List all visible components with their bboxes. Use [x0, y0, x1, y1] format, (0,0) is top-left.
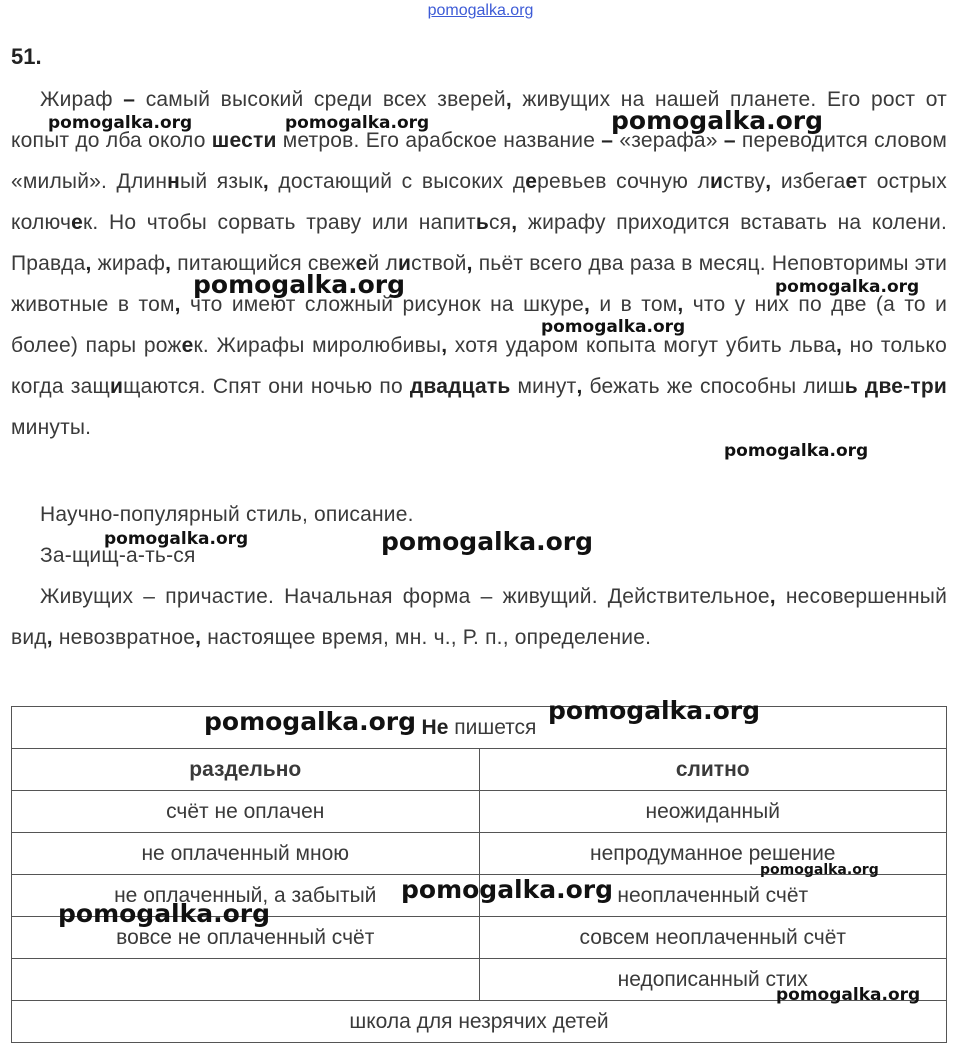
table-cell-left [12, 959, 480, 1001]
task-number: 51. [11, 44, 42, 69]
text-fragment [858, 375, 865, 398]
bold-fragment: , [505, 88, 512, 111]
text-fragment: настоящее время, мн. ч., Р. п., определение. [201, 626, 652, 649]
text-fragment: «зерафа» [613, 129, 724, 152]
bold-fragment: – [723, 129, 736, 152]
watermark: pomogalka.org [775, 277, 920, 297]
text-fragment: самый высокий среди всех зверей [135, 88, 506, 111]
bold-fragment: шести [211, 129, 277, 152]
column-header-separate: раздельно [12, 749, 480, 791]
bold-fragment: , [576, 375, 583, 398]
bold-fragment: , [195, 626, 202, 649]
bold-fragment: , [441, 334, 448, 357]
watermark: pomogalka.org [285, 113, 430, 133]
text-fragment: пьёт всего два раза в месяц. Неповторимы эти животные в том [11, 252, 947, 316]
watermark: pomogalka.org [193, 270, 406, 299]
table-title [12, 707, 947, 749]
text-fragment: невозвратное [52, 626, 196, 649]
watermark: pomogalka.org [204, 707, 417, 736]
text-fragment: живущих на нашей планете. Его рост от копыт до лба около [11, 88, 948, 152]
bold-fragment: двадцать [409, 375, 511, 398]
watermark: pomogalka.org [58, 899, 271, 928]
watermark: pomogalka.org [776, 985, 921, 1005]
text-fragment: питающийся свеж [171, 252, 356, 275]
text-fragment: минуты. [11, 416, 92, 439]
text-fragment: т острых колюч [11, 170, 947, 234]
text-fragment: несовершенный вид [11, 585, 948, 649]
morpheme-line: За-щищ-а-ть-ся [40, 544, 196, 567]
watermark: pomogalka.org [611, 106, 824, 135]
text-fragment: к. Но чтобы сорвать траву или напит [83, 211, 476, 234]
watermark: pomogalka.org [48, 113, 193, 133]
bold-fragment: , [466, 252, 473, 275]
text-fragment: Жираф [40, 88, 124, 111]
bold-fragment: две-три [864, 375, 947, 398]
text-fragment: ревьев сочную л [537, 170, 711, 193]
text-fragment: Живущих – причастие. Начальная форма – живущий. Действительное [40, 585, 770, 608]
text-fragment: ствой [411, 252, 467, 275]
bold-fragment: е [71, 211, 84, 234]
table-cell-left: не оплаченный мною [12, 833, 480, 875]
site-link[interactable]: pomogalka.org [427, 2, 534, 19]
bold-fragment: , [262, 170, 269, 193]
bold-fragment: н [167, 170, 181, 193]
text-fragment: метров. Его арабское название [276, 129, 602, 152]
bold-fragment: , [584, 293, 591, 316]
watermark: pomogalka.org [724, 441, 869, 461]
text-fragment: й л [367, 252, 398, 275]
text-fragment: жираф [91, 252, 166, 275]
style-line: Научно-популярный стиль, описание. [40, 503, 414, 526]
watermark: pomogalka.org [541, 317, 686, 337]
text-fragment: переводится словом «милый». Длин [11, 129, 947, 193]
bold-fragment: , [677, 293, 684, 316]
text-fragment: ству [723, 170, 766, 193]
text-fragment: хотя ударом копыта могут убить льва [447, 334, 837, 357]
text-fragment: что у них по две (а то и более) пары рож [11, 293, 948, 357]
bold-fragment: ь [844, 375, 858, 398]
bold-fragment: , [769, 585, 776, 608]
table-cell-right: недописанный стих [479, 959, 947, 1001]
watermark: pomogalka.org [401, 875, 614, 904]
text-fragment: избега [771, 170, 846, 193]
table-cell-left: счёт не оплачен [12, 791, 480, 833]
text-fragment: ся [488, 211, 512, 234]
bold-fragment: е [525, 170, 538, 193]
text-fragment: бежать же способны лиш [582, 375, 845, 398]
watermark: pomogalka.org [548, 696, 761, 725]
text-fragment: минут [510, 375, 577, 398]
bold-fragment: и [710, 170, 724, 193]
table-cell-right: неоплаченный счёт [479, 875, 947, 917]
bold-fragment: , [511, 211, 518, 234]
table-cell-right: совсем неоплаченный счёт [479, 917, 947, 959]
table-cell-right: неожиданный [479, 791, 947, 833]
bold-fragment: и [109, 375, 124, 398]
table-title-bold: Не [421, 715, 449, 739]
bold-fragment: , [765, 170, 772, 193]
bold-fragment: е [181, 334, 194, 357]
table-cell-right: непродуманное решение [479, 833, 947, 875]
bold-fragment: ь [475, 211, 489, 234]
bold-fragment: е [355, 252, 368, 275]
text-fragment: что имеют сложный рисунок на шкуре [180, 293, 585, 316]
text-fragment: к. Жирафы миролюбивы [193, 334, 442, 357]
table-footer: школа для незрячих детей [12, 1001, 947, 1043]
column-header-joined: слитно [479, 749, 947, 791]
bold-fragment: , [85, 252, 92, 275]
text-fragment: щаются. Спят они ночью по [123, 375, 410, 398]
table-row [12, 791, 947, 833]
table-footer-row [12, 1001, 947, 1043]
bold-fragment: – [123, 88, 136, 111]
table-title-rest: пишется [448, 715, 537, 739]
table-cell-left: вовсе не оплаченный счёт [12, 917, 480, 959]
bold-fragment: е [845, 170, 858, 193]
text-fragment: ый язык [180, 170, 263, 193]
watermark: pomogalka.org [104, 529, 249, 549]
bold-fragment: и [398, 252, 412, 275]
bold-fragment: – [601, 129, 614, 152]
watermark: pomogalka.org [760, 862, 879, 878]
text-fragment: но только когда защ [11, 334, 948, 398]
text-fragment: достающий с высоких д [268, 170, 526, 193]
bold-fragment: , [165, 252, 172, 275]
participle-analysis [11, 576, 947, 658]
bold-fragment: , [174, 293, 181, 316]
table-cell-left: не оплаченный, а забытый [12, 875, 480, 917]
text-fragment: и в том [590, 293, 678, 316]
watermark: pomogalka.org [381, 527, 594, 556]
bold-fragment: , [836, 334, 843, 357]
bold-fragment: , [46, 626, 53, 649]
text-fragment: жирафу приходится вставать на колени. Правда [11, 211, 948, 275]
